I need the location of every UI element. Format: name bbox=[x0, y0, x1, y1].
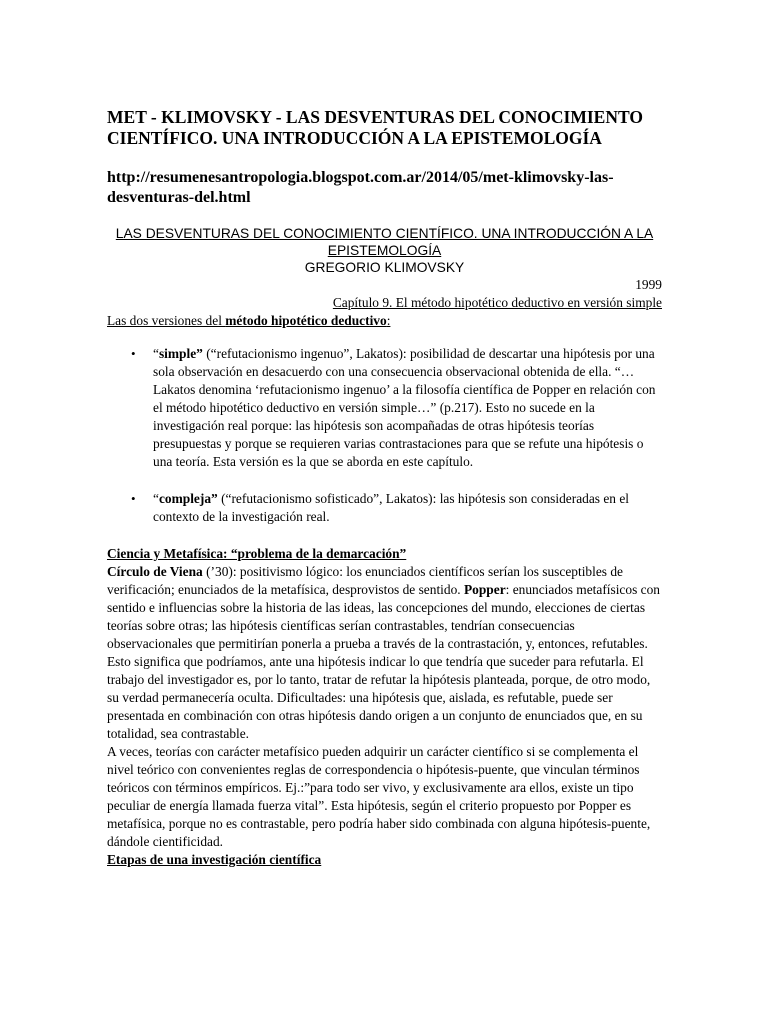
paragraph-circulo-viena bbox=[107, 563, 662, 743]
list-item bbox=[107, 490, 662, 526]
bullet-text-simple: (“refutacionismo ingenuo”, Lakatos): posibilidad de descartar una hipótesis por una sola observación en desacuerdo con una consecuencia observacional obtenida de ella. “…Lakatos denomina ‘refutacionismo ingenuo’ a la filosofía científica de Popper en relación con el método hipotético deductivo en versión simple…” (p.217). Esto no sucede en la investigación real porque: las hipótesis son acompañadas de otras hipótesis teorías presupuestas y porque se requieren varias contrastaciones para que se refute una hipótesis o una teoría. Esta versión es la que se aborda en este capítulo. bbox=[153, 346, 656, 469]
bullet-text-compleja: (“refutacionismo sofisticado”, Lakatos): las hipótesis son consideradas en el contexto de la investigación real. bbox=[153, 491, 629, 524]
document-body bbox=[107, 225, 662, 869]
versions-method-term: método hipotético deductivo bbox=[225, 313, 387, 328]
book-title: LAS DESVENTURAS DEL CONOCIMIENTO CIENTÍFICO. UNA INTRODUCCIÓN A LA EPISTEMOLOGÍA bbox=[115, 226, 654, 258]
section-heading-etapas: Etapas de una investigación científica bbox=[107, 852, 322, 867]
list-item bbox=[107, 345, 662, 471]
versions-intro-text: Las dos versiones del bbox=[107, 313, 226, 328]
bullet-quote-open: “ bbox=[153, 491, 159, 506]
bullet-quote-open: “ bbox=[153, 346, 159, 361]
text-popper: : enunciados metafísicos con sentido e influencias sobre la historia de las ideas, las concepciones del mundo, elecciones de ciertas teorías sobre otras; las hipótesis científicas serían contrastables, tendrían consecuencias observacionales que permitirían ponerla a prueba a través de la contrastación, y, entonces, refutables. Esto significa que podríamos, ante una hipótesis indicar lo que tendría que suceder para refutarla. El trabajo del investigador es, por lo tanto, tratar de refutar la hipótesis planteada, porque, de otro modo, su verdad permanecería oculta. Dificultades: una hipótesis que, aislada, es refutable, puede ser presentada en combinación con otras hipótesis dando origen a un conjunto de enunciados que, en su totalidad, sea contrastable. bbox=[107, 582, 660, 741]
chapter-heading: Capítulo 9. El método hipotético deductivo en versión simple bbox=[332, 295, 662, 310]
bullet-icon: • bbox=[131, 346, 136, 361]
section-heading-demarcation: Ciencia y Metafísica: “problema de la demarcación” bbox=[107, 546, 407, 561]
versions-intro bbox=[107, 312, 662, 329]
bullet-term-simple: simple” bbox=[158, 346, 203, 361]
document-title: MET - KLIMOVSKY - LAS DESVENTURAS DEL CONOCIMIENTO CIENTÍFICO. UNA INTRODUCCIÓN A LA EPISTEMOLOGÍA bbox=[107, 107, 643, 148]
versions-list bbox=[107, 345, 662, 526]
book-author: GREGORIO KLIMOVSKY bbox=[304, 260, 465, 275]
versions-colon: : bbox=[386, 313, 391, 328]
term-circulo-viena: Círculo de Viena bbox=[107, 564, 203, 579]
bullet-icon: • bbox=[131, 491, 136, 506]
bullet-term-compleja: compleja” bbox=[158, 491, 218, 506]
publication-year: 1999 bbox=[635, 277, 662, 292]
source-url[interactable]: http://resumenesantropologia.blogspot.com.ar/2014/05/met-klimovsky-las-desventuras-del.html bbox=[107, 169, 614, 206]
paragraph-metafisica: A veces, teorías con carácter metafísico pueden adquirir un carácter científico si se complementa el nivel teórico con convenientes reglas de correspondencia o hipótesis-puente, que vinculan términos teóricos con términos empíricos. Ej.:”para todo ser vivo, y exclusivamente ara ellos, existe un tipo peculiar de energía llamada fuerza vital”. Esta hipótesis, según el criterio propuesto por Popper es metafísica, porque no es contrastable, pero podría haber sido combinada con alguna hipótesis-puente, dándole cientificidad. bbox=[107, 744, 651, 849]
term-popper: Popper bbox=[463, 582, 506, 597]
text-circulo-viena: (’30): positivismo lógico: los enunciados científicos serían los susceptibles de verificación; enunciados de la metafísica, desprovistos de sentido. bbox=[107, 564, 623, 597]
